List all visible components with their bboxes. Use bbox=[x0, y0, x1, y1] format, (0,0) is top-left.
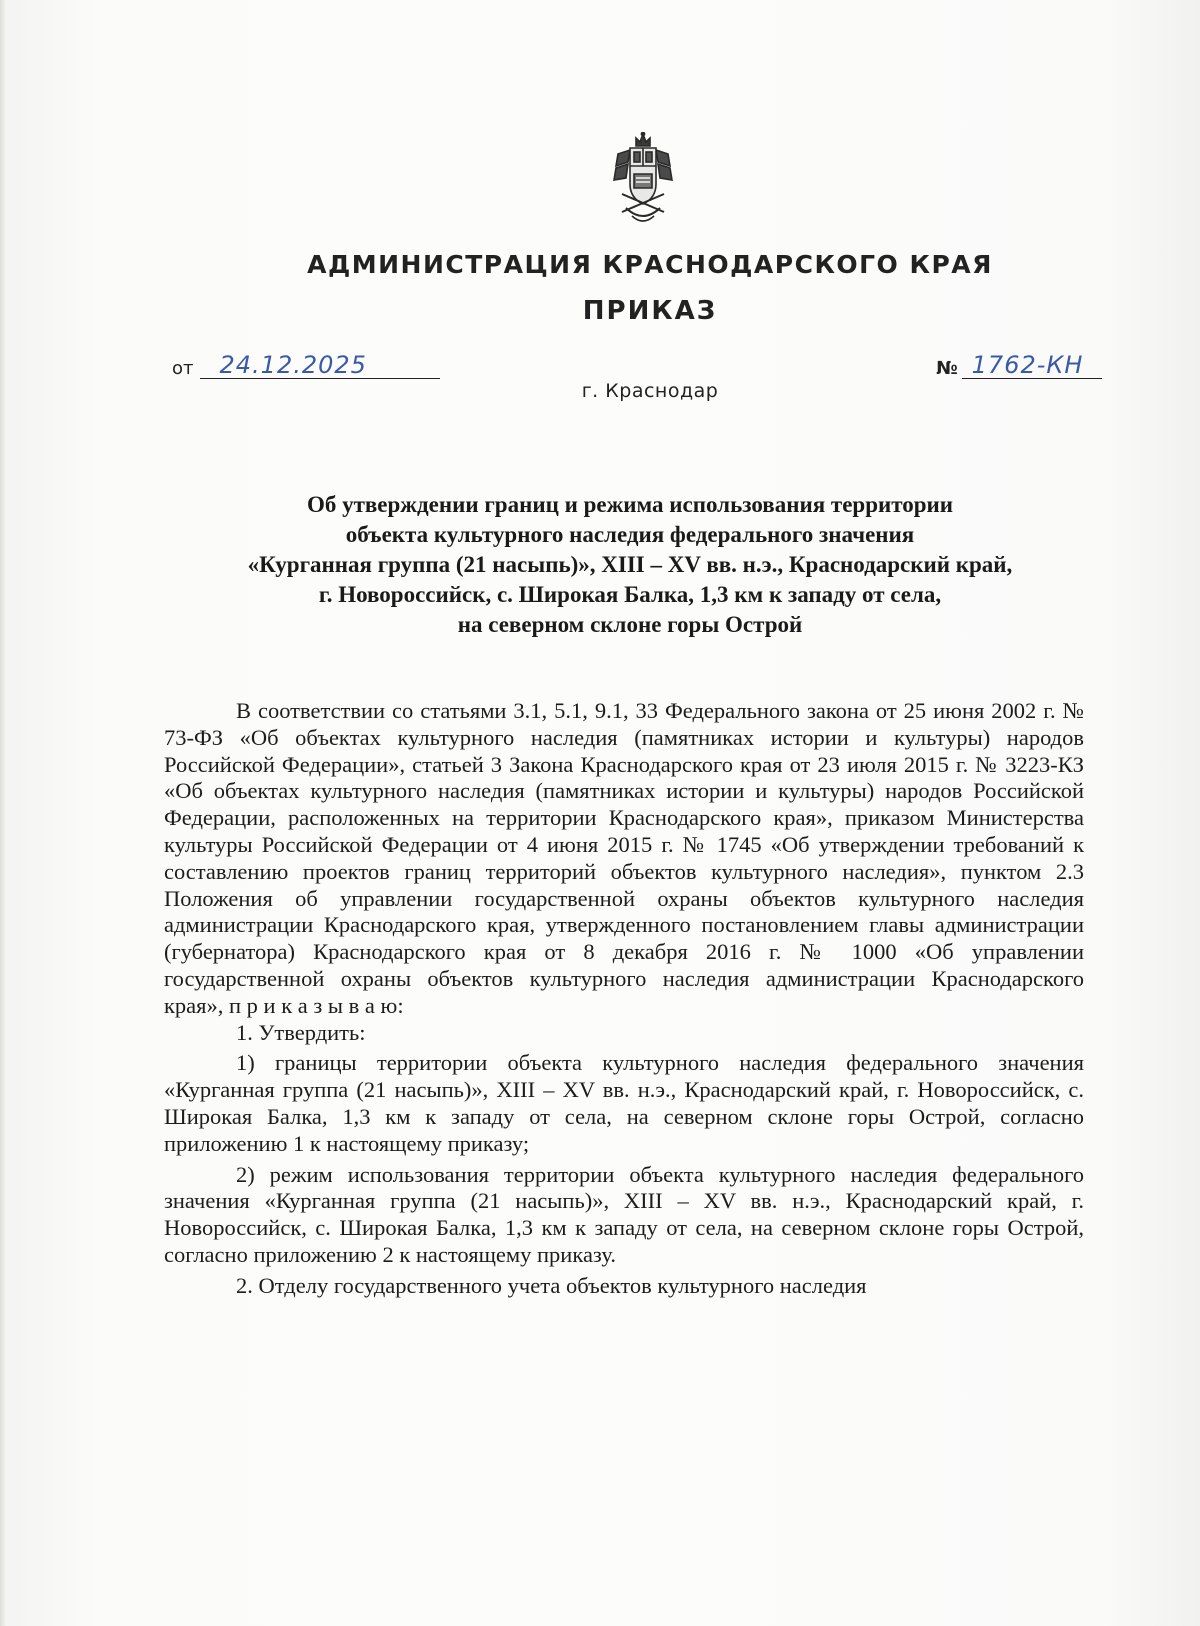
clause-1-1: 1) границы территории объекта культурного наследия федерального значения «Курганная группа (21 насыпь)», XIII – XV вв. н.э., Краснодарский край, г. Новороссийск, с. Широкая Балка, 1,3 км к западу от села, на северном склоне горы Острой, согласно приложению 1 к настоящему приказу; bbox=[164, 1050, 1084, 1156]
document-subject bbox=[160, 490, 1100, 640]
clause-1-2: 2) режим использования территории объекта культурного наследия федерального значения «Курганная группа (21 насыпь)», XIII – XV вв. н.э., Краснодарский край, г. Новороссийск, с. Широкая Балка, 1,3 км к западу от села, на северном склоне горы Острой, согласно приложению 2 к настоящему приказу. bbox=[164, 1161, 1084, 1267]
subject-line: г. Новороссийск, с. Широкая Балка, 1,3 км к западу от села, bbox=[318, 582, 942, 607]
scan-edge bbox=[0, 0, 6, 1626]
coat-of-arms-icon bbox=[612, 132, 674, 228]
number-line bbox=[936, 352, 1102, 379]
document-type-title: ПРИКАЗ bbox=[582, 296, 718, 326]
date-prefix: от bbox=[172, 358, 194, 379]
number-field: 1762-КН bbox=[962, 352, 1102, 379]
city-label: г. Краснодар bbox=[581, 380, 719, 402]
date-line bbox=[172, 352, 440, 379]
clause-2: 2. Отделу государственного учета объектов культурного наследия bbox=[236, 1272, 867, 1298]
number-prefix: № bbox=[936, 358, 958, 379]
subject-line: Об утверждении границ и режима использования территории bbox=[306, 492, 954, 517]
organization-title: АДМИНИСТРАЦИЯ КРАСНОДАРСКОГО КРАЯ bbox=[307, 250, 993, 279]
subject-line: на северном склоне горы Острой bbox=[457, 612, 803, 637]
subject-line: «Курганная группа (21 насыпь)», XIII – XV вв. н.э., Краснодарский край, bbox=[247, 552, 1013, 577]
preamble-paragraph: В соответствии со статьями 3.1, 5.1, 9.1, 33 Федерального закона от 25 июня 2002 г. № 73-ФЗ «Об объектах культурного наследия (памятниках истории и культуры) народов Российской Федерации», статьей 3 Закона Краснодарского края от 23 июля 2015 г. № 3223-КЗ «Об объектах культурного наследия (памятниках истории и культуры) народов Российской Федерации, расположенных на территории Краснодарского края», приказом Министерства культуры Российской Федерации от 4 июня 2015 г. № 1745 «Об утверждении требований к составлению проектов границ территорий объектов культурного наследия», пунктом 2.3 Положения об управлении государственной охраны объектов культурного наследия администрации Краснодарского края, утвержденного постановлением главы администрации (губернатора) Краснодарского края от 8 декабря 2016 г. № 1000 «Об управлении государственной охраны объектов культурного наследия администрации Краснодарского края», п р и к а з ы в а ю: bbox=[164, 698, 1084, 1018]
document-body bbox=[164, 698, 1084, 1300]
date-field: 24.12.2025 bbox=[200, 352, 440, 379]
subject-line: объекта культурного наследия федерального значения bbox=[345, 522, 915, 547]
clause-1: 1. Утвердить: bbox=[236, 1019, 366, 1045]
